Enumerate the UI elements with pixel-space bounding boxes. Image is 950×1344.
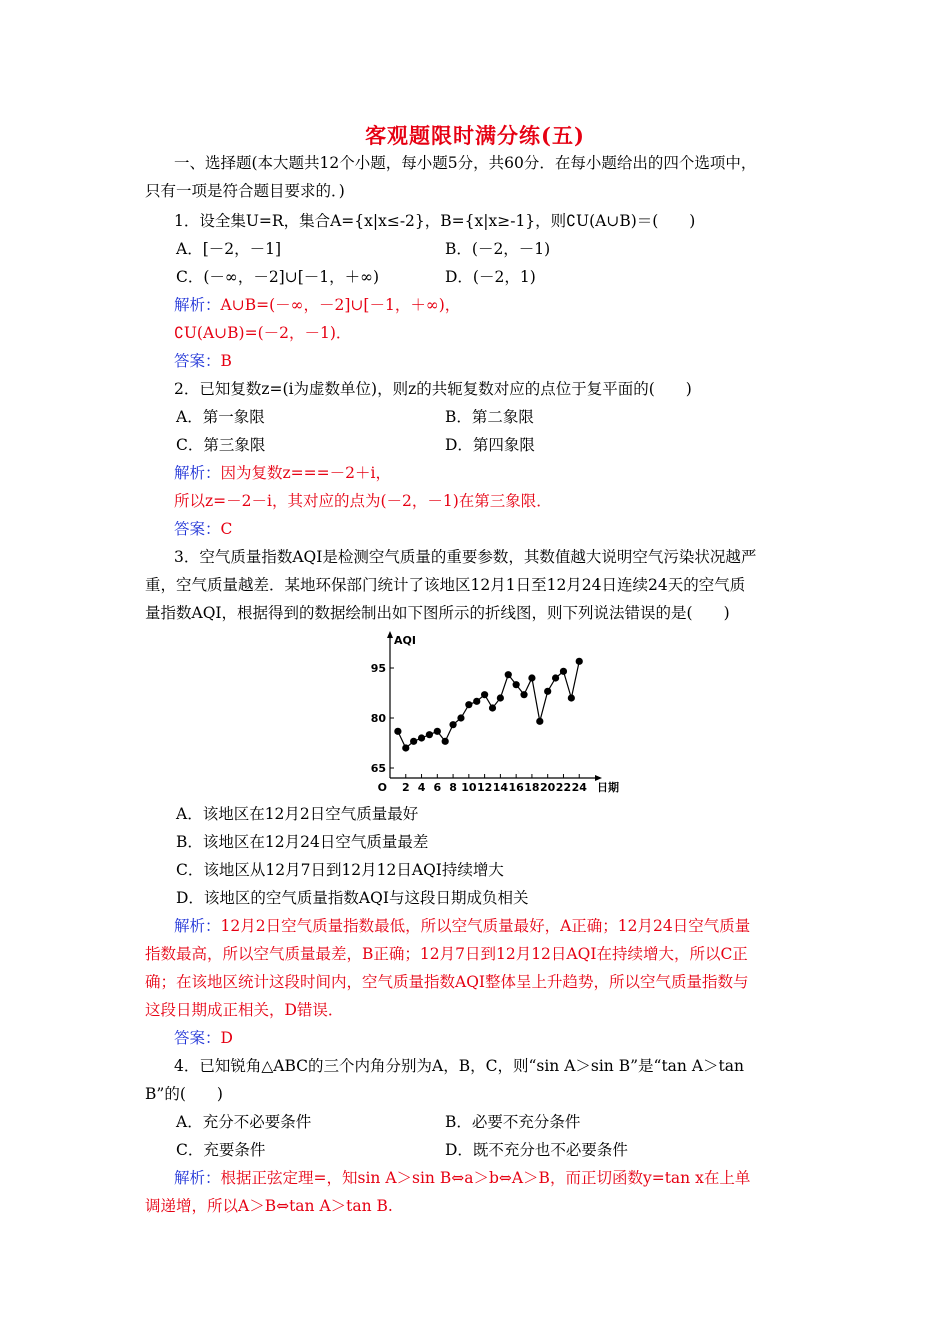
data-point	[560, 668, 567, 675]
data-point	[449, 721, 456, 728]
y-axis-label: AQI	[394, 634, 416, 647]
q1-option-c: C．(－∞，－2]∪[－1，＋∞)	[176, 268, 380, 286]
x-tick-label: 2	[401, 781, 410, 794]
q2-option-a: A．第一象限	[176, 408, 265, 426]
y-tick-label: 80	[370, 712, 386, 725]
x-tick-label: 20	[540, 781, 556, 794]
y-tick-label: 65	[370, 762, 386, 775]
q4-option-b: B．必要不充分条件	[445, 1113, 581, 1131]
q2-option-d: D．第四象限	[445, 436, 535, 454]
data-point	[481, 691, 488, 698]
data-point	[418, 734, 425, 741]
q2-analysis-text-1: 因为复数z===－2＋i，	[220, 464, 391, 482]
q2-stem: 2．已知复数z=(i为虚数单位)，则z的共轭复数对应的点位于复平面的( )	[174, 380, 692, 398]
q1-option-a: A．[－2，－1]	[176, 240, 282, 258]
q3-answer-label: 答案：	[174, 1029, 221, 1047]
aqi-line-chart	[365, 630, 619, 800]
q3-stem-line-3: 量指数AQI，根据得到的数据绘制出如下图所示的折线图，则下列说法错误的是( )	[145, 604, 730, 622]
q4-option-c: C．充要条件	[176, 1141, 266, 1159]
q3-analysis-line-4: 这段日期成正相关，D错误．	[145, 1001, 344, 1019]
data-point	[552, 674, 559, 681]
q2-analysis-line-2: 所以z=－2－i，其对应的点为(－2，－1)在第三象限．	[174, 492, 552, 510]
q3-analysis-line-1	[174, 916, 750, 936]
q3-analysis-label: 解析：	[174, 917, 221, 935]
q3-option-c: C．该地区从12月7日到12月12日AQI持续增大	[176, 861, 504, 879]
q2-option-b: B．第二象限	[445, 408, 534, 426]
q1-analysis-line-1	[174, 295, 460, 315]
y-tick-label: 95	[370, 662, 386, 675]
q3-stem-line-1: 3．空气质量指数AQI是检测空气质量的重要参数，其数值越大说明空气污染状况越严	[174, 548, 757, 566]
x-axis-label: 日期	[597, 781, 619, 794]
q1-analysis-text-1: A∪B=(－∞，－2]∪[－1，＋∞)，	[220, 296, 461, 314]
origin-label: O	[377, 781, 387, 794]
q1-stem: 1．设全集U=R，集合A={x|x≤-2}，B={x|x≥-1}，则∁U(A∪B)＝( )	[174, 212, 696, 230]
q1-analysis-label: 解析：	[174, 296, 221, 314]
data-point	[544, 688, 551, 695]
data-point	[497, 694, 504, 701]
data-point	[394, 728, 401, 735]
data-point	[434, 728, 441, 735]
q4-analysis-line-2: 调递增，所以A＞B⇔tan A＞tan B.	[145, 1197, 393, 1215]
data-point	[513, 681, 520, 688]
q3-analysis-line-3: 确；在该地区统计这段时间内，空气质量指数AQI整体呈上升趋势，所以空气质量指数与	[145, 973, 749, 991]
q1-answer-label: 答案：	[174, 352, 221, 370]
q4-analysis-label: 解析：	[174, 1169, 221, 1187]
data-point	[426, 731, 433, 738]
x-tick-label: 18	[524, 781, 540, 794]
q2-answer-value: C	[220, 520, 233, 538]
q3-answer-value: D	[220, 1029, 233, 1047]
section-heading-line-1: 一、选择题(本大题共12个小题，每小题5分，共60分．在每小题给出的四个选项中，	[174, 154, 757, 172]
q3-stem-line-2: 重，空气质量越差．某地环保部门统计了该地区12月1日至12月24日连续24天的空气质	[145, 576, 746, 594]
data-point	[489, 704, 496, 711]
data-point	[442, 738, 449, 745]
x-tick-label: 12	[476, 781, 493, 794]
x-tick-label: 14	[492, 781, 509, 794]
aqi-series-line	[398, 661, 579, 748]
q4-stem-line-1: 4．已知锐角△ABC的三个内角分别为A，B，C，则“sin A＞sin B”是“tan A＞tan	[174, 1057, 744, 1075]
x-tick-label: 10	[461, 781, 477, 794]
q2-answer-label: 答案：	[174, 520, 221, 538]
q3-answer	[174, 1028, 233, 1048]
data-point	[457, 714, 464, 721]
q1-answer	[174, 351, 232, 371]
x-tick-label: 22	[555, 781, 572, 794]
data-point	[410, 738, 417, 745]
data-point	[505, 671, 512, 678]
section-heading-line-2: 只有一项是符合题目要求的．)	[145, 182, 345, 200]
data-point	[473, 698, 480, 705]
data-point	[465, 701, 472, 708]
x-tick-label: 24	[571, 781, 587, 794]
x-tick-label: 8	[449, 781, 457, 794]
q1-option-b: B．(－2，－1)	[445, 240, 551, 258]
q2-answer	[174, 519, 232, 539]
q4-option-a: A．充分不必要条件	[176, 1113, 312, 1131]
q3-option-d: D．该地区的空气质量指数AQI与这段日期成负相关	[176, 889, 529, 907]
q4-analysis-text-1: 根据正弦定理=，知sin A＞sin B⇔a＞b⇔A＞B，而正切函数y=tan x在上单	[220, 1169, 751, 1187]
x-tick-label: 16	[508, 781, 524, 794]
q1-option-d: D．(－2，1)	[445, 268, 536, 286]
data-point	[402, 744, 409, 751]
data-point	[568, 694, 575, 701]
x-tick-label: 6	[433, 781, 442, 794]
q1-analysis-line-2: ∁U(A∪B)=(－2，－1)．	[174, 324, 352, 342]
q2-analysis-label: 解析：	[174, 464, 221, 482]
x-tick-label: 4	[417, 781, 426, 794]
data-point	[528, 674, 535, 681]
q2-analysis-line-1	[174, 463, 391, 483]
q4-analysis-line-1	[174, 1168, 750, 1188]
page-title: 客观题限时满分练(五)	[365, 123, 585, 148]
q3-option-b: B．该地区在12月24日空气质量最差	[176, 833, 429, 851]
q3-analysis-line-2: 指数最高，所以空气质量最差，B正确；12月7日到12月12日AQI在持续增大，所以C正	[145, 945, 748, 963]
q1-answer-value: B	[220, 352, 232, 370]
data-point	[520, 691, 527, 698]
data-point	[576, 658, 583, 665]
y-axis-arrow	[387, 631, 393, 638]
q4-stem-line-2: B”的( )	[145, 1085, 223, 1103]
data-point	[536, 718, 543, 725]
q3-analysis-text-1: 12月2日空气质量指数最低，所以空气质量最好，A正确；12月24日空气质量	[220, 917, 751, 935]
q3-option-a: A．该地区在12月2日空气质量最好	[176, 805, 419, 823]
q2-option-c: C．第三象限	[176, 436, 266, 454]
q4-option-d: D．既不充分也不必要条件	[445, 1141, 628, 1159]
